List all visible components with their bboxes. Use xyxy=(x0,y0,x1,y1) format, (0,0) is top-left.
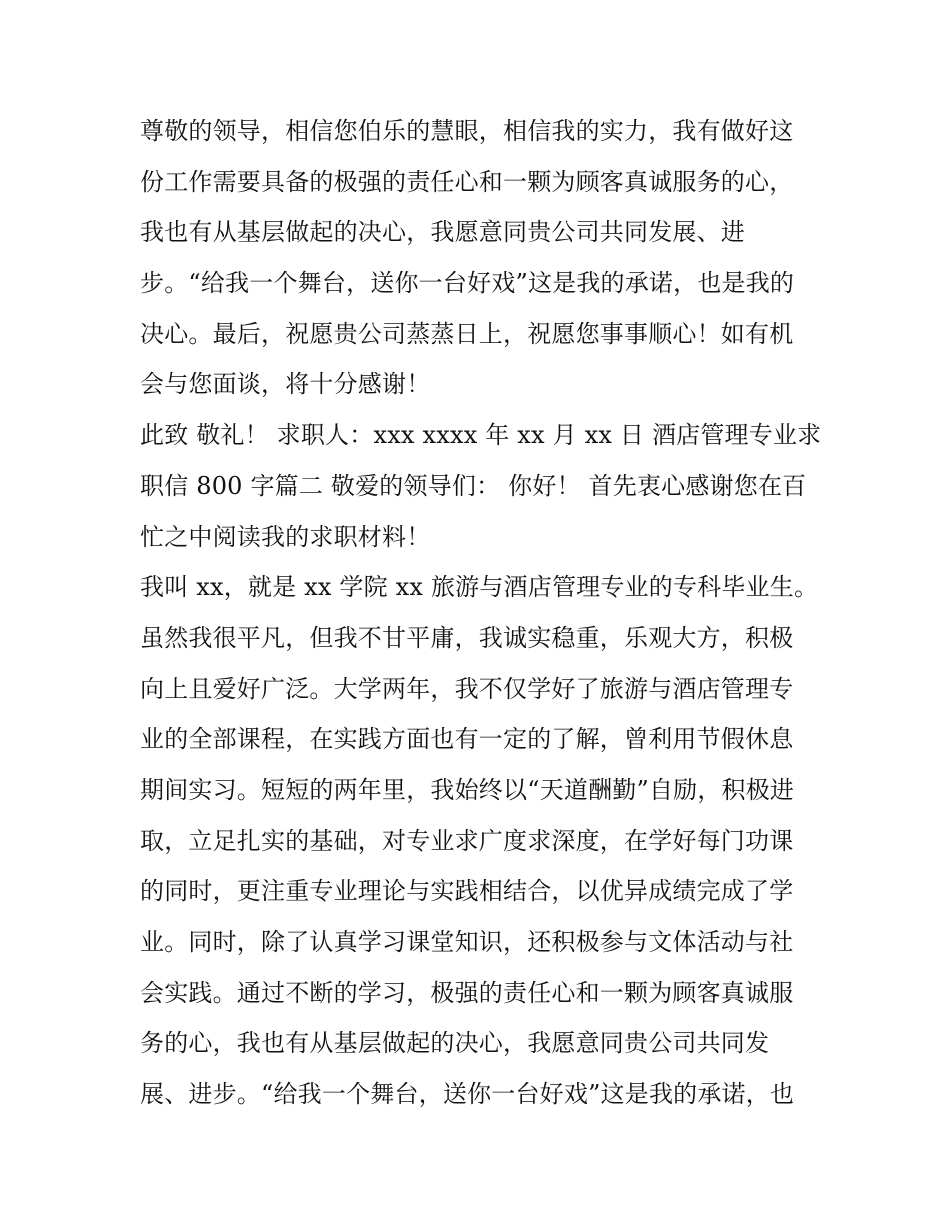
text-line: 忙之中阅读我的求职材料！ xyxy=(140,522,431,551)
body-text xyxy=(140,106,830,1120)
text-line: 我叫 xx，就是 xx 学院 xx 旅游与酒店管理专业的专科毕业生。 xyxy=(140,573,819,602)
text-line: 决心。最后，祝愿贵公司蒸蒸日上，祝愿您事事顺心！如有机 xyxy=(140,319,794,348)
text-line: 我也有从基层做起的决心，我愿意同贵公司共同发展、进 xyxy=(140,218,745,247)
text-line: 虽然我很平凡，但我不甘平庸，我诚实稳重，乐观大方，积极 xyxy=(140,623,794,652)
text-line: 期间实习。短短的两年里，我始终以“天道酬勤”自励，积极进 xyxy=(140,775,795,804)
text-line: 步。“给我一个舞台，送你一台好戏”这是我的承诺，也是我的 xyxy=(140,269,795,298)
text-line: 份工作需要具备的极强的责任心和一颗为顾客真诚服务的心， xyxy=(140,167,794,196)
text-line: 会实践。通过不断的学习，极强的责任心和一颗为顾客真诚服 xyxy=(140,978,794,1007)
text-line: 此致 敬礼！ 求职人：xxx xxxx 年 xx 月 xx 日 酒店管理专业求 xyxy=(140,421,822,450)
text-line: 业。同时，除了认真学习课堂知识，还积极参与文体活动与社 xyxy=(140,928,794,956)
text-line: 取，立足扎实的基础，对专业求广度求深度，在学好每门功课 xyxy=(140,826,794,855)
text-line: 会与您面谈，将十分感谢！ xyxy=(140,370,431,399)
text-line: 的同时，更注重专业理论与实践相结合，以优异成绩完成了学 xyxy=(140,877,794,906)
text-line: 向上且爱好广泛。大学两年，我不仅学好了旅游与酒店管理专 xyxy=(140,674,794,703)
text-line: 务的心，我也有从基层做起的决心，我愿意同贵公司共同发 xyxy=(140,1029,770,1058)
text-line: 职信 800 字篇二 敬爱的领导们： 你好！ 首先衷心感谢您在百 xyxy=(140,471,807,500)
text-line: 展、进步。“给我一个舞台，送你一台好戏”这是我的承诺，也 xyxy=(140,1080,795,1109)
text-line: 尊敬的领导，相信您伯乐的慧眼，相信我的实力，我有做好这 xyxy=(140,117,794,145)
text-line: 业的全部课程，在实践方面也有一定的了解，曾利用节假休息 xyxy=(140,725,794,754)
